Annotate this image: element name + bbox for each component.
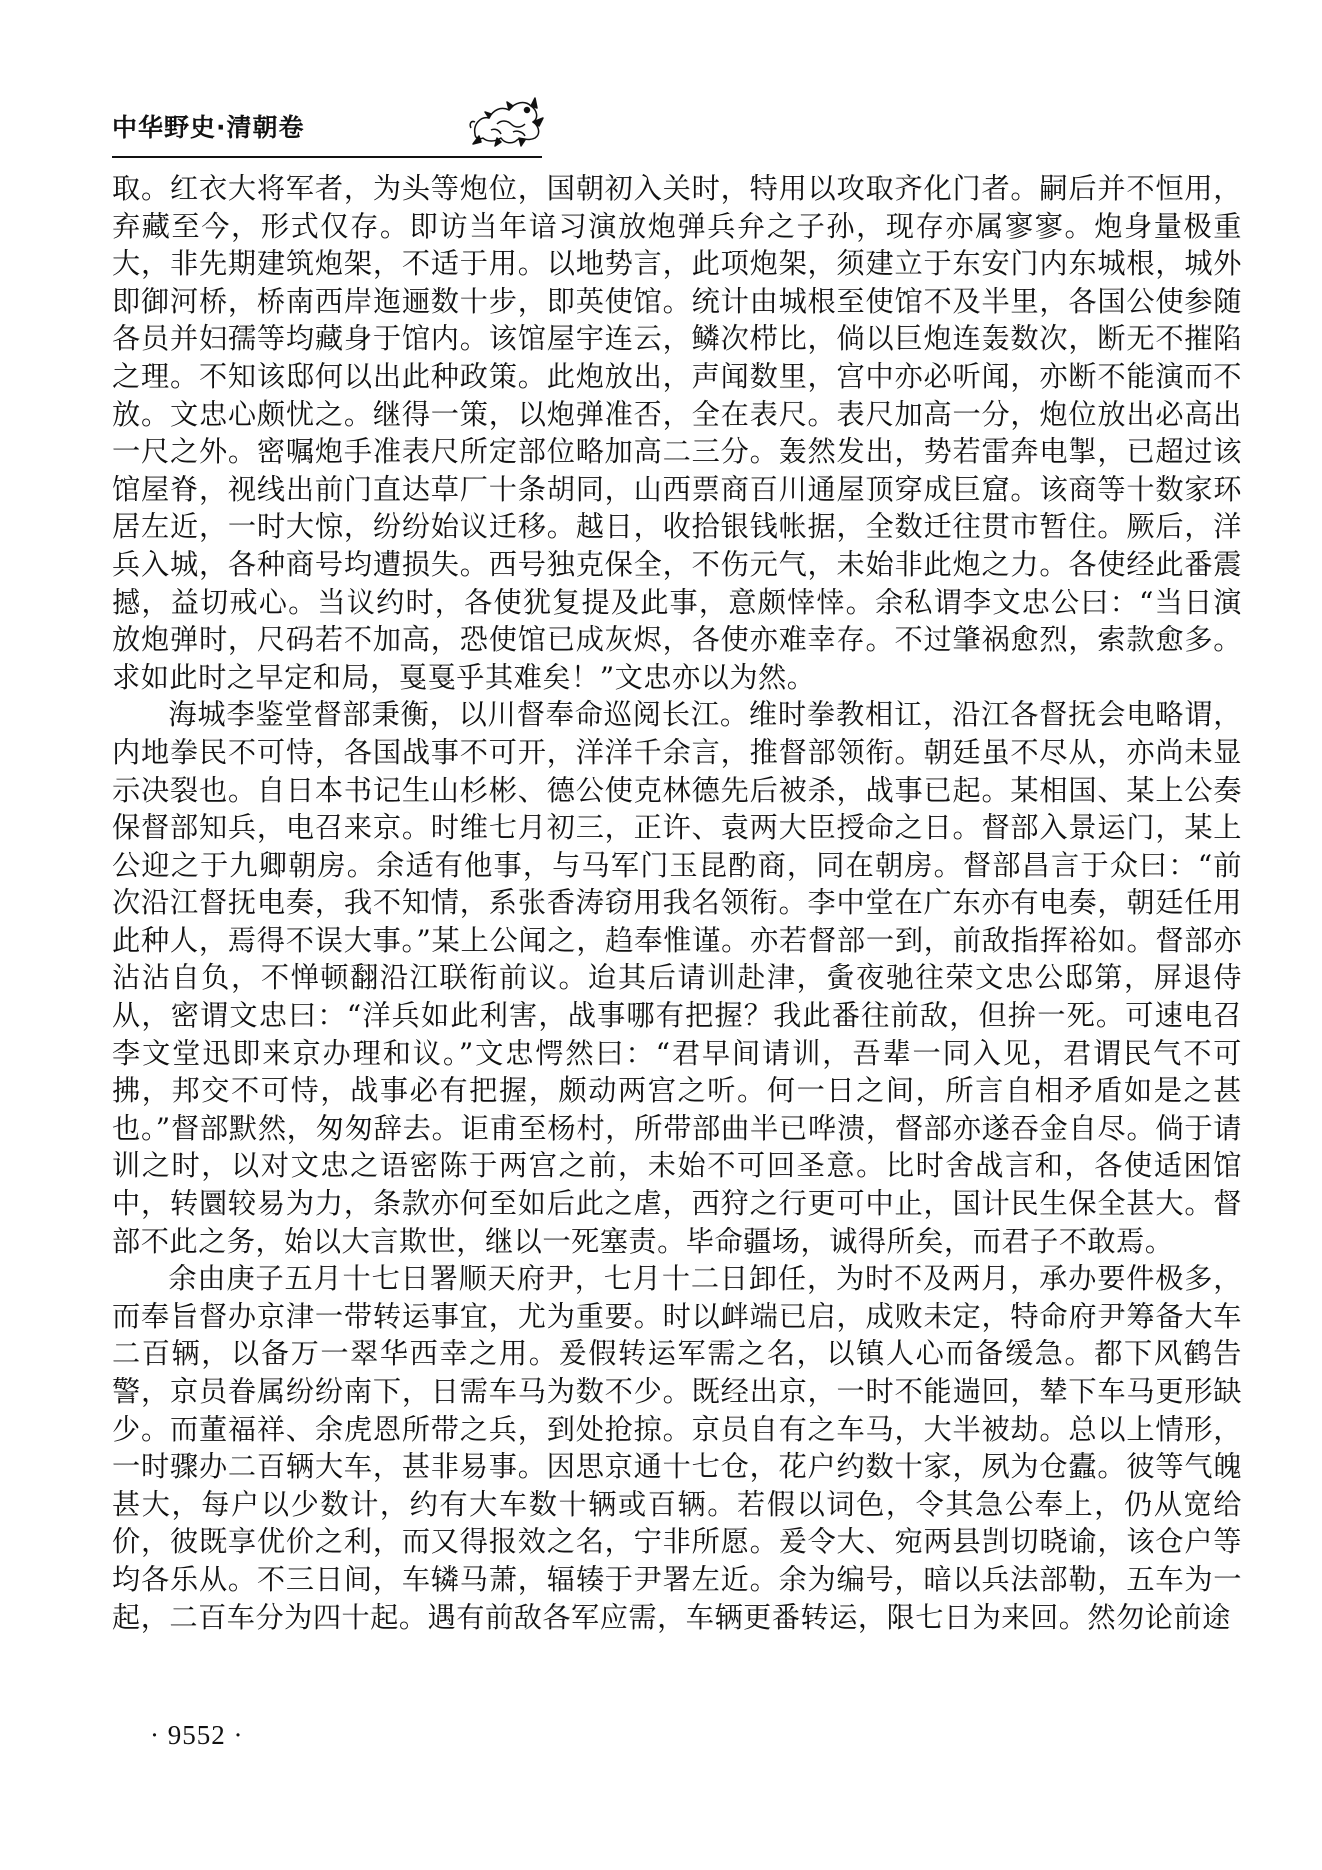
- paragraph: 余由庚子五月十七日署顺天府尹，七月十二日卸任，为时不及两月，承办要件极多，而奉旨督办京津一带转运事宜，尤为重要。时以衅端已启，成败未定，特命府尹筹备大车二百辆，以备万一翠华西幸之用。爰假转运军需之名，以镇人心而备缓急。都下风鹤告警，京员眷属纷纷南下，日需车马为数不少。既经出京，一时不能遄回，辇下车马更形缺少。而董福祥、余虎恩所带之兵，到处抢掠。京员自有之车马，大半被劫。总以上情形，一时骤办二百辆大车，甚非易事。因思京通十七仓，花户约数十家，夙为仓蠹。彼等气魄甚大，每户以少数计，约有大车数十辆或百辆。若假以词色，令其急公奉上，仍从宽给价，彼既享优价之利，而又得报效之名，宁非所愿。爰令大、宛两县剀切晓谕，该仓户等均各乐从。不三日间，车辚马萧，辐辏于尹署左近。余为编号，暗以兵法部勒，五车为一起，二百车分为四十起。遇有前敌各军应需，车辆更番转运，限七日为来回。然勿论前途: [112, 1262, 1242, 1634]
- dragon-emblem-icon: [467, 88, 547, 150]
- paragraph: 海城李鉴堂督部秉衡，以川督奉命巡阅长江。维时拳教相讧，沿江各督抚会电略谓，内地拳民不可恃，各国战事不可开，洋洋千余言，推督部领衔。朝廷虽不尽从，亦尚未显示决裂也。自日本书记生山杉彬、德公使克林德先后被杀，战事已起。某相国、某上公奏保督部知兵，电召来京。时维七月初三，正许、袁两大臣授命之日。督部入景运门，某上公迎之于九卿朝房。余适有他事，与马军门玉昆酌商，同在朝房。督部昌言于众曰：“前次沿江督抚电奏，我不知情，系张香涛窃用我名领衔。李中堂在广东亦有电奏，朝廷任用此种人，焉得不误大事。”某上公闻之，趋奉惟谨。亦若督部一到，前敌指挥裕如。督部亦沾沾自负，不惮顿翻沿江联衔前议。迨其后请训赴津，夤夜驰往荣文忠公邸第，屏退侍从，密谓文忠曰：“洋兵如此利害，战事哪有把握？我此番往前敌，但拚一死。可速电召李文堂迅即来京办理和议。”文忠愕然曰：“君早间请训，吾辈一同入见，君谓民气不可拂，邦交不可恃，战事必有把握，颇动两宫之听。何一日之间，所言自相矛盾如是之甚也。”督部默然，匆匆辞去。讵甫至杨村，所带部曲半已哗溃，督部亦遂吞金自尽。倘于请训之时，以对文忠之语密陈于两宫之前，未始不可回圣意。比时舍战言和，各使适困馆中，转圜较易为力，条款亦何至如后此之虐，西狩之行更可中止，国计民生保全甚大。督部不此之务，始以大言欺世，继以一死塞责。毕命疆场，诚得所矣，而君子不敢焉。: [112, 698, 1242, 1258]
- main-text: [112, 170, 1242, 1636]
- page-number: · 9552 ·: [150, 1720, 244, 1750]
- running-header: [112, 88, 542, 158]
- paragraph: 取。红衣大将军者，为头等炮位，国朝初入关时，特用以攻取齐化门者。嗣后并不恒用，弃藏至今，形式仅存。即访当年谙习演放炮弹兵弁之子孙，现存亦属寥寥。炮身量极重大，非先期建筑炮架，不适于用。以地势言，此项炮架，须建立于东安门内东城根，城外即御河桥，桥南西岸迤逦数十步，即英使馆。统计由城根至使馆不及半里，各国公使参随各员并妇孺等均藏身于馆内。该馆屋宇连云，鳞次栉比，倘以巨炮连轰数次，断无不摧陷之理。不知该邸何以出此种政策。此炮放出，声闻数里，宫中亦必听闻，亦断不能演而不放。文忠心颇忧之。继得一策，以炮弹准否，全在表尺。表尺加高一分，炮位放出必高出一尺之外。密嘱炮手准表尺所定部位略加高二三分。轰然发出，势若雷奔电掣，已超过该馆屋脊，视线出前门直达草厂十条胡同，山西票商百川通屋顶穿成巨窟。该商等十数家环居左近，一时大惊，纷纷始议迁移。越日，收拾银钱帐据，全数迁往贯市暂住。厥后，洋兵入城，各种商号均遭损失。西号独克保全，不伤元气，未始非此炮之力。各使经此番震撼，益切戒心。当议约时，各使犹复提及此事，意颇悻悻。余私谓李文忠公曰：“当日演放炮弹时，尺码若不加高，恐使馆已成灰烬，各使亦难幸存。不过肇祸愈烈，索款愈多。求如此时之早定和局，戛戛乎其难矣！”文忠亦以为然。: [112, 172, 1242, 694]
- header-divider: [112, 156, 542, 158]
- book-title: 中华野史·清朝卷: [112, 113, 305, 142]
